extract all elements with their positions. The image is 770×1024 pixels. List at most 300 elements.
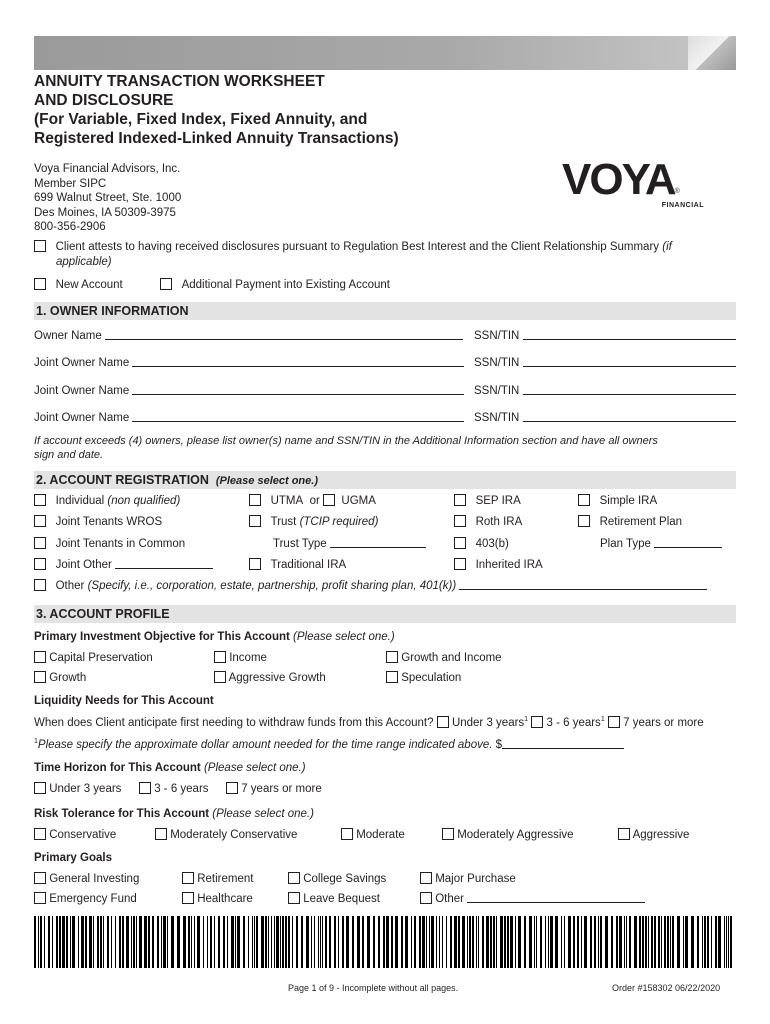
or-label: or bbox=[309, 495, 320, 507]
barcode-bar bbox=[611, 916, 613, 968]
option-label: 3 - 6 years bbox=[154, 783, 209, 795]
barcode-bar bbox=[661, 916, 662, 968]
attest-checkbox[interactable] bbox=[34, 240, 46, 252]
joint-other-label: Joint Other bbox=[55, 559, 112, 571]
barcode-bar bbox=[161, 916, 162, 968]
barcode-bar bbox=[561, 916, 562, 968]
barcode-bar bbox=[252, 916, 253, 968]
joint-owner-label: Joint Owner Name bbox=[34, 412, 130, 424]
barcode-bar bbox=[357, 916, 360, 968]
barcode-bar bbox=[197, 916, 200, 968]
barcode-bar bbox=[285, 916, 287, 968]
barcode-bar bbox=[691, 916, 694, 968]
company-street: 699 Walnut Street, Ste. 1000 bbox=[34, 192, 182, 204]
option-label: General Investing bbox=[49, 873, 140, 885]
barcode-bar bbox=[56, 916, 58, 968]
ugma-checkbox[interactable] bbox=[323, 494, 335, 506]
barcode-bar bbox=[401, 916, 403, 968]
barcode-bar bbox=[598, 916, 599, 968]
liquidity-7plus-checkbox[interactable] bbox=[608, 716, 620, 728]
barcode-bar bbox=[728, 916, 729, 968]
leave-bequest-checkbox[interactable] bbox=[288, 892, 300, 904]
goals-label: Primary Goals bbox=[34, 852, 112, 864]
attest-note: (if bbox=[662, 241, 672, 253]
general-investing-checkbox[interactable] bbox=[34, 872, 46, 884]
moderately-aggressive-checkbox[interactable] bbox=[442, 828, 454, 840]
simple-ira-label: Simple IRA bbox=[599, 495, 658, 507]
option-label: Leave Bequest bbox=[303, 893, 380, 905]
barcode-bar bbox=[654, 916, 656, 968]
trust-type-field[interactable] bbox=[330, 537, 426, 548]
simple-ira-checkbox[interactable] bbox=[578, 494, 590, 506]
speculation-checkbox[interactable] bbox=[386, 671, 398, 683]
other-label: Other bbox=[55, 580, 85, 592]
goal-option bbox=[182, 872, 253, 885]
joint-owner-row bbox=[34, 356, 464, 369]
barcode-bar bbox=[34, 916, 36, 968]
liquidity-question: When does Client anticipate first needing to withdraw funds from this Account? bbox=[34, 717, 434, 729]
reg-trust bbox=[249, 515, 378, 528]
barcode-bar bbox=[711, 916, 712, 968]
note-line: If account exceeds (4) owners, please list owner(s) name and SSN/TIN in the Additional Information section and have all owners bbox=[34, 435, 658, 447]
retirement-checkbox[interactable] bbox=[182, 872, 194, 884]
barcode-bar bbox=[265, 916, 267, 968]
barcode-bar bbox=[664, 916, 666, 968]
joint-ssn-row bbox=[474, 411, 736, 424]
additional-payment-option bbox=[160, 278, 390, 291]
joint-owner-field[interactable] bbox=[132, 356, 464, 367]
barcode-bar bbox=[373, 916, 375, 968]
healthcare-checkbox[interactable] bbox=[182, 892, 194, 904]
joint-owner-row bbox=[34, 411, 464, 424]
sep-ira-label: SEP IRA bbox=[475, 495, 521, 507]
plan-type-label: Plan Type bbox=[600, 538, 651, 550]
owner-name-field[interactable] bbox=[105, 329, 463, 340]
reg-jt-wros bbox=[34, 515, 162, 528]
barcode-bar bbox=[504, 916, 506, 968]
additional-payment-label: Additional Payment into Existing Account bbox=[181, 279, 390, 291]
barcode-bar bbox=[329, 916, 331, 968]
barcode-bar bbox=[352, 916, 354, 968]
barcode-bar bbox=[214, 916, 215, 968]
goal-option bbox=[420, 872, 516, 885]
barcode-bar bbox=[683, 916, 684, 968]
inherited-ira-label: Inherited IRA bbox=[475, 559, 543, 571]
barcode-bar bbox=[318, 916, 319, 968]
objective-note: (Please select one.) bbox=[293, 631, 395, 643]
emergency-fund-checkbox[interactable] bbox=[34, 892, 46, 904]
horizon-label: Time Horizon for This Account bbox=[34, 762, 201, 774]
company-city: Des Moines, IA 50309-3975 bbox=[34, 206, 176, 219]
barcode-bar bbox=[103, 916, 104, 968]
barcode-bar bbox=[144, 916, 147, 968]
barcode-bar bbox=[171, 916, 174, 968]
goal-other-field[interactable] bbox=[467, 892, 645, 903]
barcode-bar bbox=[136, 916, 137, 968]
barcode-bar bbox=[133, 916, 135, 968]
barcode-bar bbox=[261, 916, 264, 968]
reg-individual bbox=[34, 494, 180, 507]
barcode-bar bbox=[338, 916, 339, 968]
barcode-bar bbox=[518, 916, 521, 968]
horizon-7plus-checkbox[interactable] bbox=[226, 782, 238, 794]
barcode-bar bbox=[44, 916, 45, 968]
order-number: Order #158302 06/22/2020 bbox=[612, 983, 721, 993]
barcode-bar bbox=[697, 916, 699, 968]
income-checkbox[interactable] bbox=[214, 651, 226, 663]
barcode-bar bbox=[237, 916, 240, 968]
logo-registered: ® bbox=[674, 188, 680, 195]
owner-overflow-note bbox=[34, 434, 658, 462]
barcode-bar bbox=[454, 916, 457, 968]
barcode-bar bbox=[280, 916, 281, 968]
barcode-bar bbox=[210, 916, 212, 968]
joint-owner-label: Joint Owner Name bbox=[34, 357, 130, 369]
barcode-bar bbox=[325, 916, 327, 968]
attest-note2: applicable) bbox=[56, 256, 112, 268]
owner-ssn-field[interactable] bbox=[523, 329, 736, 340]
risk-option bbox=[34, 828, 116, 841]
jt-common-checkbox[interactable] bbox=[34, 537, 46, 549]
liquidity-amount-field[interactable] bbox=[502, 738, 624, 749]
barcode-bar bbox=[383, 916, 385, 968]
option-label: Aggressive Growth bbox=[228, 672, 326, 684]
moderate-checkbox[interactable] bbox=[341, 828, 353, 840]
title-line: AND DISCLOSURE bbox=[34, 92, 174, 109]
aggressive-growth-checkbox[interactable] bbox=[214, 671, 226, 683]
retirement-plan-label: Retirement Plan bbox=[599, 516, 683, 528]
barcode-bar bbox=[584, 916, 587, 968]
option-label: Under 3 years bbox=[49, 783, 122, 795]
barcode-bar bbox=[605, 916, 608, 968]
liquidity-under3-checkbox[interactable] bbox=[437, 716, 449, 728]
barcode-bar bbox=[276, 916, 279, 968]
option-label: 3 - 6 years bbox=[546, 717, 601, 729]
additional-payment-checkbox[interactable] bbox=[160, 278, 172, 290]
barcode-bar bbox=[730, 916, 732, 968]
section-account-profile bbox=[34, 605, 736, 623]
barcode-bar bbox=[231, 916, 234, 968]
trust-type-label: Trust Type bbox=[273, 538, 327, 550]
option-label: Other bbox=[435, 893, 464, 905]
traditional-ira-checkbox[interactable] bbox=[249, 558, 261, 570]
risk-option bbox=[155, 828, 297, 841]
section-note: (Please select one.) bbox=[215, 475, 318, 487]
ssn-label: SSN/TIN bbox=[474, 412, 520, 424]
section-title: 2. ACCOUNT REGISTRATION bbox=[36, 473, 209, 487]
dollar-sign: $ bbox=[495, 739, 503, 751]
voya-logo bbox=[562, 155, 712, 214]
barcode-bar bbox=[439, 916, 440, 968]
liquidity-label: Liquidity Needs for This Account bbox=[34, 695, 214, 707]
barcode-bar bbox=[235, 916, 236, 968]
barcode-bar bbox=[507, 916, 509, 968]
footnote-text: Please specify the approximate dollar amount needed for the time range indicated above. bbox=[37, 739, 493, 751]
title-line: ANNUITY TRANSACTION WORKSHEET bbox=[34, 73, 325, 90]
barcode-bar bbox=[48, 916, 50, 968]
barcode-bar bbox=[223, 916, 225, 968]
barcode-bar bbox=[391, 916, 393, 968]
growth-checkbox[interactable] bbox=[34, 671, 46, 683]
barcode-bar bbox=[271, 916, 272, 968]
barcode-bar bbox=[40, 916, 42, 968]
barcode-bar bbox=[493, 916, 495, 968]
horizon-note: (Please select one.) bbox=[203, 762, 306, 774]
option-label: Moderately Aggressive bbox=[457, 829, 574, 841]
barcode-bar bbox=[405, 916, 408, 968]
barcode-bar bbox=[107, 916, 109, 968]
option-label: College Savings bbox=[303, 873, 387, 885]
college-savings-checkbox[interactable] bbox=[288, 872, 300, 884]
barcode-bar bbox=[436, 916, 437, 968]
risk-note: (Please select one.) bbox=[212, 808, 314, 820]
barcode-bar bbox=[704, 916, 706, 968]
jt-common-label: Joint Tenants in Common bbox=[55, 538, 186, 550]
barcode-bar bbox=[486, 916, 489, 968]
barcode-bar bbox=[568, 916, 571, 968]
barcode-bar bbox=[670, 916, 671, 968]
barcode-bar bbox=[346, 916, 349, 968]
company-member: Member SIPC bbox=[34, 177, 107, 190]
barcode-bar bbox=[524, 916, 526, 968]
option-label: Moderately Conservative bbox=[170, 829, 298, 841]
goal-option bbox=[34, 872, 139, 885]
barcode-bar bbox=[429, 916, 430, 968]
joint-ssn-field[interactable] bbox=[523, 384, 736, 395]
barcode-bar bbox=[462, 916, 465, 968]
other-checkbox[interactable] bbox=[34, 579, 46, 591]
barcode-bar bbox=[677, 916, 680, 968]
ugma-label: UGMA bbox=[341, 495, 376, 507]
barcode-bar bbox=[59, 916, 61, 968]
joint-ssn-field[interactable] bbox=[523, 411, 736, 422]
risk-label: Risk Tolerance for This Account bbox=[34, 808, 210, 820]
roth-ira-label: Roth IRA bbox=[475, 516, 523, 528]
barcode-bar bbox=[227, 916, 228, 968]
reg-jt-common bbox=[34, 537, 185, 550]
attest-row bbox=[34, 240, 736, 270]
barcode-bar bbox=[629, 916, 631, 968]
aggressive-checkbox[interactable] bbox=[618, 828, 630, 840]
individual-label: Individual bbox=[55, 495, 105, 507]
barcode-bar bbox=[458, 916, 460, 968]
barcode-bar bbox=[624, 916, 625, 968]
page-fold-graphic bbox=[688, 36, 736, 70]
barcode-bar bbox=[282, 916, 284, 968]
barcode-bar bbox=[292, 916, 293, 968]
company-name: Voya Financial Advisors, Inc. bbox=[34, 163, 181, 175]
403b-checkbox[interactable] bbox=[454, 537, 466, 549]
barcode-bar bbox=[320, 916, 321, 968]
risk-option bbox=[442, 828, 574, 841]
objective-option bbox=[386, 671, 461, 684]
horizon-option bbox=[139, 782, 209, 795]
note-line: sign and date. bbox=[34, 449, 104, 461]
footnote-marker: 1 bbox=[34, 738, 38, 746]
barcode-bar bbox=[431, 916, 434, 968]
individual-checkbox[interactable] bbox=[34, 494, 46, 506]
barcode-bar bbox=[89, 916, 92, 968]
barcode-bar bbox=[296, 916, 298, 968]
joint-owner-row bbox=[34, 384, 464, 397]
reg-roth-ira bbox=[454, 515, 522, 528]
barcode-bar bbox=[548, 916, 549, 968]
objective-option bbox=[214, 671, 326, 684]
barcode-bar bbox=[482, 916, 484, 968]
joint-ssn-field[interactable] bbox=[523, 356, 736, 367]
goal-option bbox=[420, 892, 645, 905]
horizon-3-6-checkbox[interactable] bbox=[139, 782, 151, 794]
barcode-bar bbox=[577, 916, 579, 968]
barcode-bar bbox=[367, 916, 370, 968]
trust-checkbox[interactable] bbox=[249, 515, 261, 527]
barcode-bar bbox=[254, 916, 255, 968]
joint-ssn-row bbox=[474, 384, 736, 397]
joint-owner-field[interactable] bbox=[132, 384, 464, 395]
barcode-bar bbox=[152, 916, 154, 968]
barcode-bar bbox=[645, 916, 647, 968]
ssn-label: SSN/TIN bbox=[474, 357, 520, 369]
barcode-bar bbox=[115, 916, 116, 968]
barcode-bar bbox=[218, 916, 220, 968]
option-label: Capital Preservation bbox=[49, 652, 153, 664]
inherited-ira-checkbox[interactable] bbox=[454, 558, 466, 570]
title-line: Registered Indexed-Linked Annuity Transactions) bbox=[34, 130, 399, 147]
barcode-bar bbox=[685, 916, 688, 968]
option-label: Conservative bbox=[49, 829, 117, 841]
horizon-heading bbox=[34, 762, 306, 774]
joint-owner-field[interactable] bbox=[132, 411, 464, 422]
header-bar bbox=[34, 36, 736, 70]
barcode-bar bbox=[529, 916, 532, 968]
risk-heading bbox=[34, 808, 314, 820]
barcode-bar bbox=[157, 916, 159, 968]
new-account-checkbox[interactable] bbox=[34, 278, 46, 290]
barcode-bar bbox=[188, 916, 190, 968]
barcode-bar bbox=[467, 916, 468, 968]
logo-financial: FINANCIAL bbox=[661, 202, 704, 209]
barcode-bar bbox=[386, 916, 389, 968]
other-field[interactable] bbox=[459, 579, 707, 590]
option-label: Emergency Fund bbox=[49, 893, 137, 905]
major-purchase-checkbox[interactable] bbox=[420, 872, 432, 884]
barcode-bar bbox=[207, 916, 208, 968]
barcode-bar bbox=[634, 916, 637, 968]
barcode-bar bbox=[411, 916, 412, 968]
roth-ira-checkbox[interactable] bbox=[454, 515, 466, 527]
moderately-conservative-checkbox[interactable] bbox=[155, 828, 167, 840]
barcode-bar bbox=[177, 916, 180, 968]
barcode-bar bbox=[651, 916, 653, 968]
trust-note: (TCIP required) bbox=[299, 516, 379, 528]
horizon-under3-checkbox[interactable] bbox=[34, 782, 46, 794]
barcode-bar bbox=[564, 916, 565, 968]
owner-ssn-row bbox=[474, 329, 736, 342]
barcode-bar bbox=[322, 916, 323, 968]
barcode-bar bbox=[148, 916, 150, 968]
barcode-bar bbox=[66, 916, 68, 968]
capital-preservation-checkbox[interactable] bbox=[34, 651, 46, 663]
retirement-plan-checkbox[interactable] bbox=[578, 515, 590, 527]
jt-wros-checkbox[interactable] bbox=[34, 515, 46, 527]
footnote-marker: 1 bbox=[600, 716, 605, 724]
reg-retirement-plan bbox=[578, 515, 682, 528]
growth-income-checkbox[interactable] bbox=[386, 651, 398, 663]
barcode-bar bbox=[707, 916, 709, 968]
barcode-bar bbox=[540, 916, 542, 968]
sep-ira-checkbox[interactable] bbox=[454, 494, 466, 506]
403b-label: 403(b) bbox=[475, 538, 509, 550]
liquidity-question-row bbox=[34, 716, 704, 729]
barcode-bar bbox=[426, 916, 427, 968]
jt-wros-label: Joint Tenants WROS bbox=[55, 516, 163, 528]
barcode-bar bbox=[183, 916, 186, 968]
barcode-bar bbox=[555, 916, 558, 968]
option-label: Growth and Income bbox=[401, 652, 502, 664]
conservative-checkbox[interactable] bbox=[34, 828, 46, 840]
barcode-bar bbox=[534, 916, 535, 968]
new-account-option bbox=[34, 278, 123, 291]
goal-option bbox=[288, 892, 380, 905]
reg-utma-ugma bbox=[249, 494, 376, 507]
plan-type-field[interactable] bbox=[654, 537, 722, 548]
barcode-bar bbox=[167, 916, 168, 968]
section-owner-information bbox=[34, 302, 736, 320]
barcode-bar bbox=[139, 916, 142, 968]
barcode-bar bbox=[702, 916, 703, 968]
joint-other-checkbox[interactable] bbox=[34, 558, 46, 570]
barcode-bar bbox=[510, 916, 513, 968]
barcode-bar bbox=[619, 916, 622, 968]
barcode-bar bbox=[119, 916, 121, 968]
attest-text: Client attests to having received disclosures pursuant to Regulation Best Interest and the Client Relationship Summary bbox=[55, 241, 660, 253]
joint-ssn-row bbox=[474, 356, 736, 369]
barcode-bar bbox=[594, 916, 596, 968]
barcode-bar bbox=[478, 916, 479, 968]
barcode-bar bbox=[301, 916, 303, 968]
barcode-bar bbox=[122, 916, 124, 968]
company-phone: 800-356-2906 bbox=[34, 221, 106, 233]
reg-joint-other bbox=[34, 558, 213, 571]
joint-other-field[interactable] bbox=[115, 558, 213, 569]
option-label: Growth bbox=[49, 672, 87, 684]
goal-other-checkbox[interactable] bbox=[420, 892, 432, 904]
joint-owner-label: Joint Owner Name bbox=[34, 385, 130, 397]
liquidity-3-6-checkbox[interactable] bbox=[531, 716, 543, 728]
reg-other bbox=[34, 579, 707, 592]
ssn-label: SSN/TIN bbox=[474, 330, 520, 342]
reg-simple-ira bbox=[578, 494, 657, 507]
page-number: Page 1 of 9 - Incomplete without all pages. bbox=[288, 983, 459, 993]
barcode-bar bbox=[616, 916, 618, 968]
barcode-bar bbox=[126, 916, 129, 968]
barcode-bar bbox=[248, 916, 249, 968]
option-label: Aggressive bbox=[632, 829, 690, 841]
barcode-bar bbox=[496, 916, 497, 968]
barcode-bar bbox=[70, 916, 71, 968]
barcode-bar bbox=[111, 916, 112, 968]
company-address bbox=[34, 162, 181, 235]
trust-label: Trust bbox=[270, 516, 297, 528]
barcode-bar bbox=[288, 916, 290, 968]
barcode-bar bbox=[658, 916, 660, 968]
objective-option bbox=[386, 651, 502, 664]
title-line: (For Variable, Fixed Index, Fixed Annuity, and bbox=[34, 111, 368, 128]
utma-checkbox[interactable] bbox=[249, 494, 261, 506]
barcode-bar bbox=[256, 916, 258, 968]
option-label: Speculation bbox=[401, 672, 462, 684]
barcode-bar bbox=[715, 916, 717, 968]
